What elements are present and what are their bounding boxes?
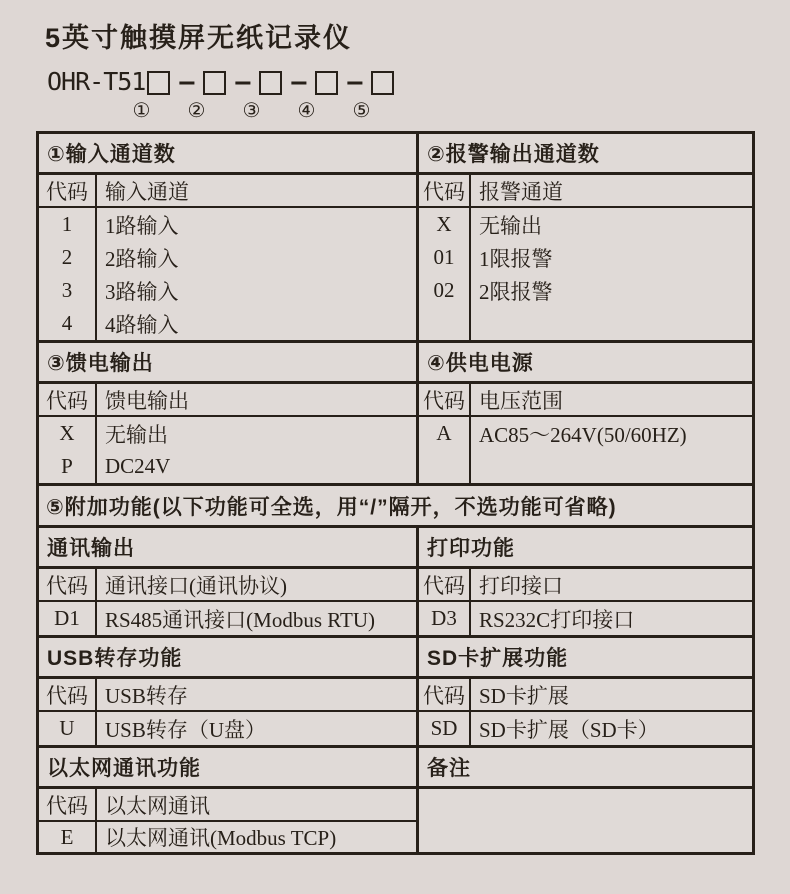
- model-separator: –: [179, 66, 195, 96]
- section-title: ③馈电输出: [39, 343, 419, 384]
- column-header-code: 代码: [39, 384, 97, 417]
- code-cell: [419, 307, 471, 340]
- column-header-code: 代码: [39, 175, 97, 208]
- desc-cell: SD卡扩展（SD卡）: [479, 717, 659, 742]
- model-code-box-1: [147, 71, 170, 95]
- desc-cell: 2限报警: [479, 279, 553, 304]
- column-header-value: 打印接口: [471, 569, 752, 602]
- desc-cell: 无输出: [97, 417, 419, 450]
- desc-cell: DC24V: [97, 450, 419, 483]
- position-marker-1: ①: [132, 100, 151, 122]
- column-header-code: 代码: [419, 569, 471, 602]
- column-header-code: 代码: [39, 569, 97, 602]
- desc-cell: RS485通讯接口(Modbus RTU): [97, 602, 419, 635]
- code-cell: D1: [39, 602, 97, 635]
- section-title: ④供电电源: [419, 343, 752, 384]
- section-title: USB转存功能: [39, 638, 419, 679]
- column-header-code: 代码: [419, 679, 471, 712]
- column-header-value: 电压范围: [471, 384, 752, 417]
- model-separator: –: [347, 66, 363, 96]
- position-markers: [114, 98, 389, 123]
- column-header-code: 代码: [419, 175, 471, 208]
- code-cell: P: [39, 450, 97, 483]
- section-feed-power: [39, 343, 752, 486]
- column-header-code: 代码: [39, 679, 97, 712]
- code-cell: 3: [39, 274, 97, 307]
- remarks-empty-cell: [419, 789, 752, 852]
- section-title: SD卡扩展功能: [419, 638, 752, 679]
- desc-cell: 以太网通讯(Modbus TCP): [97, 822, 419, 852]
- code-cell: 4: [39, 307, 97, 340]
- section-comm-print: [39, 528, 752, 638]
- column-header-value: SD卡扩展: [471, 679, 752, 712]
- model-separator: –: [235, 66, 251, 96]
- desc-cell: 1限报警: [479, 246, 553, 271]
- position-marker-2: ②: [187, 100, 206, 122]
- section-title: 打印功能: [419, 528, 752, 569]
- model-code-box-2: [203, 71, 226, 95]
- desc-cell: AC85～264V(50/60HZ): [479, 422, 687, 447]
- model-code-box-3: [259, 71, 282, 95]
- desc-cell: 无输出: [479, 213, 542, 238]
- code-cell: D3: [419, 602, 471, 635]
- desc-cell: 1路输入: [97, 208, 419, 241]
- desc-cell: RS232C打印接口: [479, 607, 635, 632]
- code-cell: X: [39, 417, 97, 450]
- desc-cell: USB转存（U盘）: [97, 712, 419, 745]
- code-cell: A: [419, 417, 471, 450]
- column-header-value: 报警通道: [471, 175, 752, 208]
- code-cell: U: [39, 712, 97, 745]
- column-header-value: 以太网通讯: [97, 789, 419, 822]
- column-header-value: USB转存: [97, 679, 419, 712]
- desc-cell: [471, 307, 752, 340]
- desc-cell: 3路输入: [97, 274, 419, 307]
- code-cell: E: [39, 822, 97, 852]
- section-title: ①输入通道数: [39, 134, 419, 175]
- model-code-box-5: [371, 71, 394, 95]
- desc-cell: [471, 450, 752, 483]
- model-prefix: OHR-T51: [47, 66, 146, 96]
- column-header-code: 代码: [39, 789, 97, 822]
- section-title: 通讯输出: [39, 528, 419, 569]
- spec-table: [36, 131, 755, 855]
- column-header-code: 代码: [419, 384, 471, 417]
- code-cell: 01: [419, 241, 471, 274]
- position-marker-4: ④: [297, 100, 316, 122]
- page-title: 5英寸触摸屏无纸记录仪: [45, 23, 353, 53]
- column-header-value: 输入通道: [97, 175, 419, 208]
- additional-functions-note: ⑤附加功能(以下功能可全选，用“/”隔开，不选功能可省略): [39, 486, 752, 528]
- section-title: 以太网通讯功能: [39, 748, 419, 789]
- code-cell: 02: [419, 274, 471, 307]
- code-cell: SD: [419, 712, 471, 745]
- section-input-alarm: [39, 134, 752, 343]
- section-ethernet-remarks: [39, 748, 752, 852]
- code-cell: [419, 450, 471, 483]
- desc-cell: 4路输入: [97, 307, 419, 340]
- code-cell: 1: [39, 208, 97, 241]
- section-usb-sd: [39, 638, 752, 748]
- column-header-value: 馈电输出: [97, 384, 419, 417]
- section-title: 备注: [419, 748, 752, 789]
- section-title: ②报警输出通道数: [419, 134, 752, 175]
- code-cell: 2: [39, 241, 97, 274]
- model-separator: –: [291, 66, 307, 96]
- desc-cell: 2路输入: [97, 241, 419, 274]
- code-cell: X: [419, 208, 471, 241]
- position-marker-5: ⑤: [352, 100, 371, 122]
- column-header-value: 通讯接口(通讯协议): [97, 569, 419, 602]
- position-marker-3: ③: [242, 100, 261, 122]
- model-code: [47, 66, 394, 96]
- model-code-box-4: [315, 71, 338, 95]
